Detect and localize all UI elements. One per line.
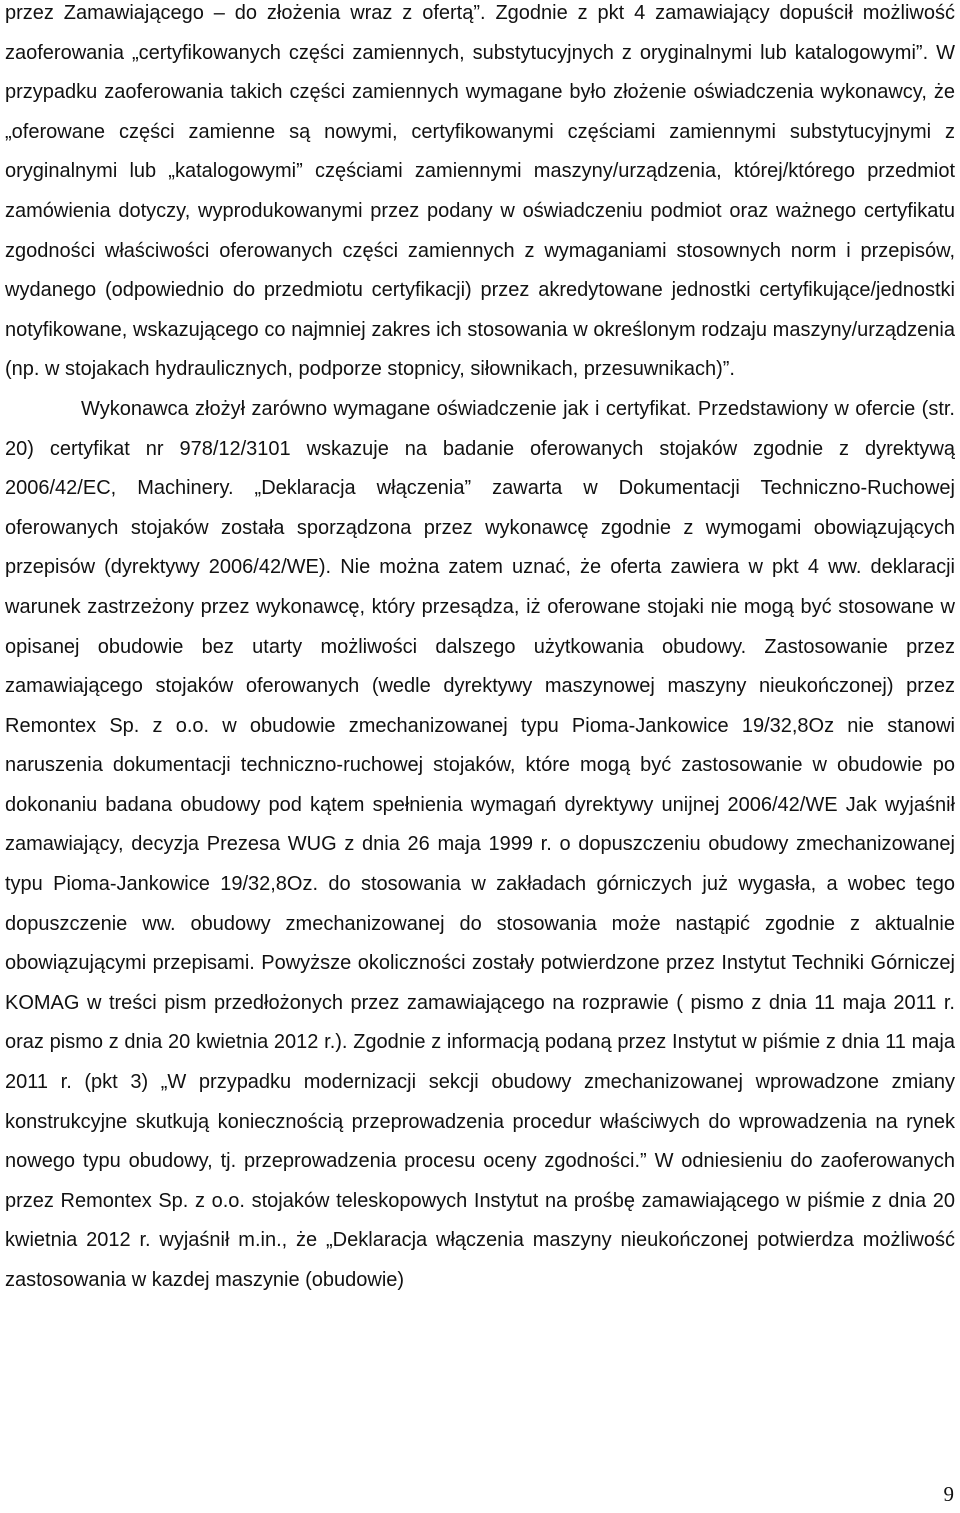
- paragraph-requirements: przez Zamawiającego – do złożenia wraz z ofertą”. Zgodnie z pkt 4 zamawiający dopuścił możliwość zaoferowania „certyfikowanych części zamiennych, substytucyjnych z oryginalnymi lub katalogowymi”. W przypadku zaoferowania takich części zamiennych wymagane było złożenie oświadczenia wykonawcy, że „oferowane części zamienne są nowymi, certyfikowanymi częściami zamiennymi substytucyjnymi z oryginalnymi lub „katalogowymi” częściami zamiennymi maszyny/urządzenia, której/którego przedmiot zamówienia dotyczy, wyprodukowanymi przez podany w oświadczeniu podmiot oraz ważnego certyfikatu zgodności właściwości oferowanych części zamiennych z wymaganiami stosownych norm i przepisów, wydanego (odpowiednio do przedmiotu certyfikacji) przez akredytowane jednostki certyfikujące/jednostki notyfikowane, wskazującego co najmniej zakres ich stosowania w określonym rodzaju maszyny/urządzenia (np. w stojakach hydraulicznych, podporze stopnicy, siłownikach, przesuwnikach)”.: [5, 2, 955, 381]
- document-body: [5, 0, 955, 1301]
- paragraph-assessment: Wykonawca złożył zarówno wymagane oświadczenie jak i certyfikat. Przedstawiony w ofercie (str. 20) certyfikat nr 978/12/3101 wskazuje na badanie oferowanych stojaków zgodnie z dyrektywą 2006/42/EC, Machinery. „Deklaracja włączenia” zawarta w Dokumentacji Techniczno-Ruchowej oferowanych stojaków została sporządzona przez wykonawcę zgodnie z wymogami obowiązujących przepisów (dyrektywy 2006/42/WE). Nie można zatem uznać, że oferta zawiera w pkt 4 ww. deklaracji warunek zastrzeżony przez wykonawcę, który przesądza, iż oferowane stojaki nie mogą być stosowane w opisanej obudowie bez utarty możliwości dalszego użytkowania obudowy. Zastosowanie przez zamawiającego stojaków oferowanych (wedle dyrektywy maszynowej maszyny nieukończonej) przez Remontex Sp. z o.o. w obudowie zmechanizowanej typu Pioma-Jankowice 19/32,8Oz nie stanowi naruszenia dokumentacji techniczno-ruchowej stojaków, które mogą być zastosowanie w obudowie po dokonaniu badana obudowy pod kątem spełnienia wymagań dyrektywy unijnej 2006/42/WE Jak wyjaśnił zamawiający, decyzja Prezesa WUG z dnia 26 maja 1999 r. o dopuszczeniu obudowy zmechanizowanej typu Pioma-Jankowice 19/32,8Oz. do stosowania w zakładach górniczych już wygasła, a wobec tego dopuszczenie ww. obudowy zmechanizowanej do stosowania może nastąpić zgodnie z aktualnie obowiązującymi przepisami. Powyższe okoliczności zostały potwierdzone przez Instytut Techniki Górniczej KOMAG w treści pism przedłożonych przez zamawiającego na rozprawie ( pismo z dnia 11 maja 2011 r. oraz pismo z dnia 20 kwietnia 2012 r.). Zgodnie z informacją podaną przez Instytut w piśmie z dnia 11 maja 2011 r. (pkt 3) „W przypadku modernizacji sekcji obudowy zmechanizowanej wprowadzone zmiany konstrukcyjne skutkują koniecznością przeprowadzenia procedur właściwych do wprowadzenia na rynek nowego typu obudowy, tj. przeprowadzenia procesu oceny zgodności.” W odniesieniu do zaoferowanych przez Remontex Sp. z o.o. stojaków teleskopowych Instytut na prośbę zamawiającego w piśmie z dnia 20 kwietnia 2012 r. wyjaśnił m.in., że „Deklaracja włączenia maszyny nieukończonej potwierdza możliwość zastosowania w kazdej maszynie (obudowie): [5, 397, 955, 1291]
- page-number: 9: [943, 1482, 954, 1506]
